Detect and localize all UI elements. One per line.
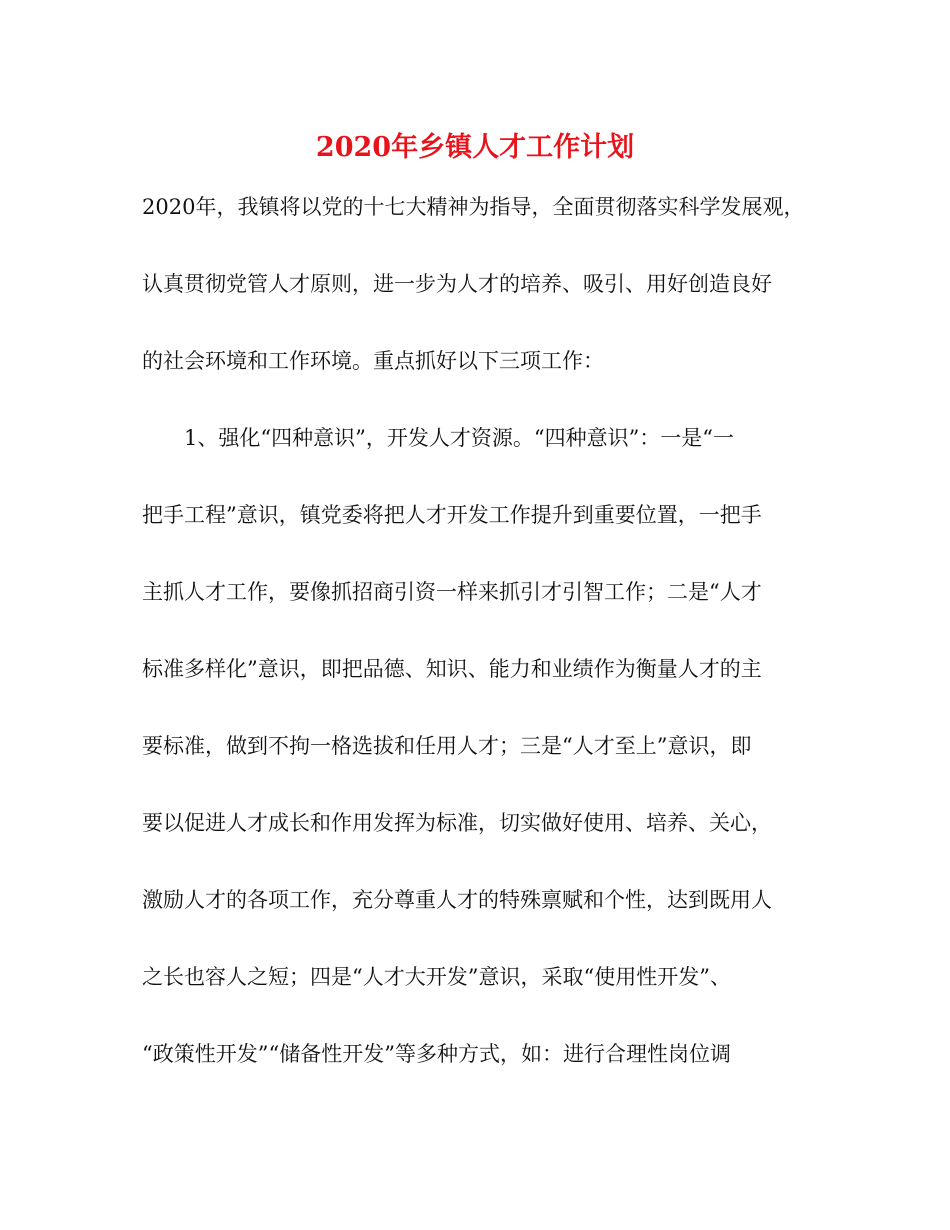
- body-line-9: 要以促进人才成长和作用发挥为标准，切实做好使用、培养、关心，: [142, 811, 772, 835]
- body-line-1: 2020年，我镇将以党的十七大精神为指导，全面贯彻落实科学发展观，: [142, 195, 805, 219]
- body-line-6: 主抓人才工作，要像抓招商引资一样来抓引才引智工作；二是“人才: [142, 580, 762, 604]
- body-line-7: 标准多样化”意识，即把品德、知识、能力和业绩作为衡量人才的主: [142, 657, 762, 681]
- body-line-12: “政策性开发”“储备性开发”等多种方式，如：进行合理性岗位调: [142, 1042, 731, 1066]
- body-line-3: 的社会环境和工作环境。重点抓好以下三项工作：: [142, 349, 604, 373]
- body-line-2: 认真贯彻党管人才原则，进一步为人才的培养、吸引、用好创造良好: [142, 272, 772, 296]
- body-line-8: 要标准，做到不拘一格选拔和任用人才；三是“人才至上”意识，即: [142, 734, 752, 758]
- body-line-4: 1、强化“四种意识”，开发人才资源。“四种意识”：一是“一: [142, 426, 735, 450]
- body-line-10: 激励人才的各项工作，充分尊重人才的特殊禀赋和个性，达到既用人: [142, 888, 772, 912]
- body-line-11: 之长也容人之短；四是“人才大开发”意识，采取“使用性开发”、: [142, 965, 731, 989]
- body-line-5: 把手工程”意识，镇党委将把人才开发工作提升到重要位置，一把手: [142, 503, 762, 527]
- document-title: 2020年乡镇人才工作计划: [315, 132, 635, 163]
